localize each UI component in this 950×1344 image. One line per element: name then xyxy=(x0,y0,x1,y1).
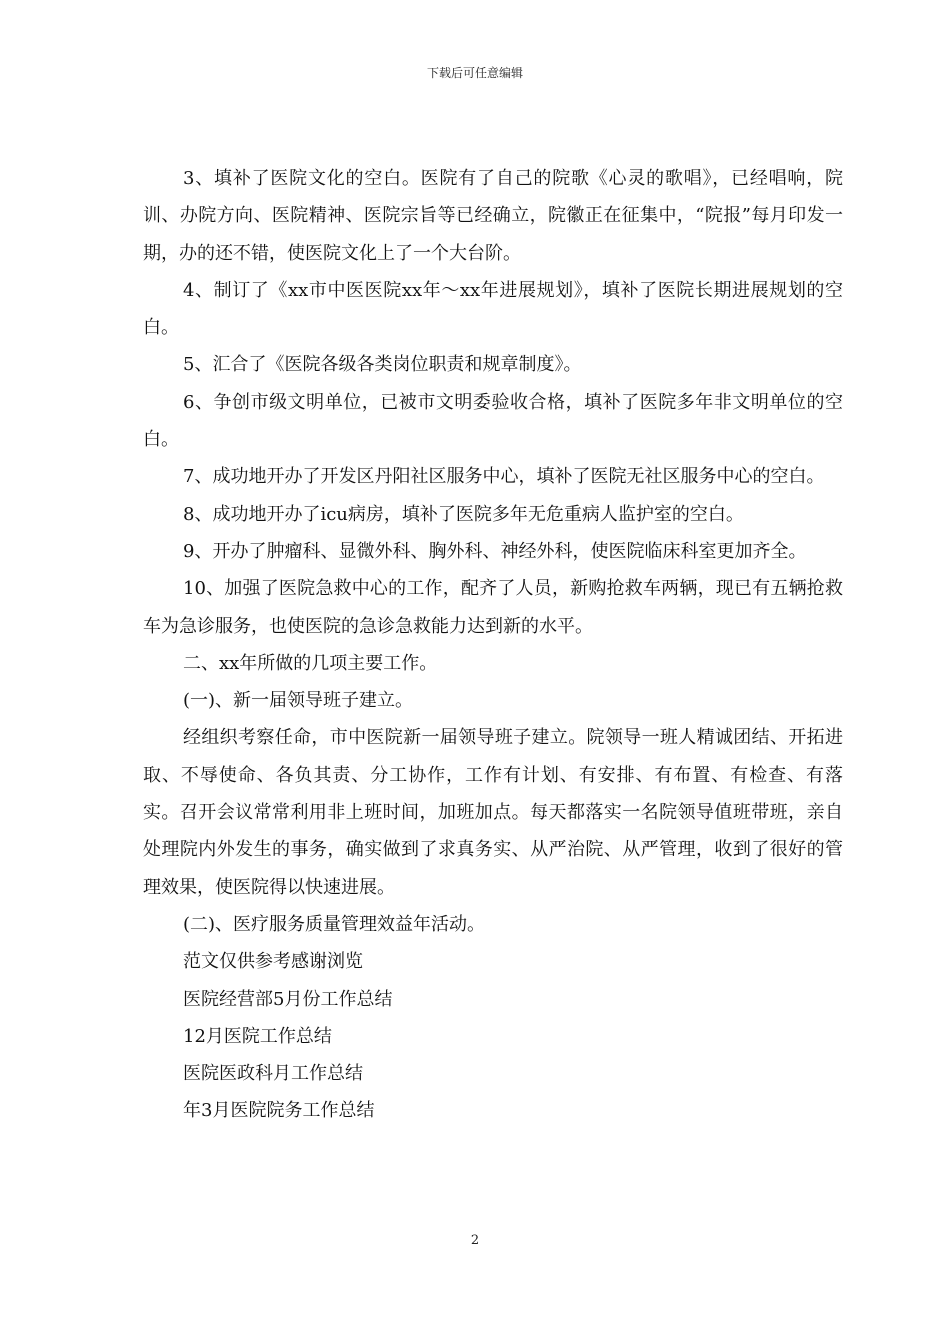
related-doc-link[interactable]: 医院经营部5月份工作总结 xyxy=(183,988,393,1010)
disclaimer-text: 范文仅供参考感谢浏览 xyxy=(183,951,363,973)
related-doc-link[interactable]: 年3月医院院务工作总结 xyxy=(183,1100,375,1122)
section-heading: 二、xx年所做的几项主要工作。 xyxy=(183,652,438,674)
paragraph: 4、制订了《xx市中医医院xx年～xx年进展规划》，填补了医院长期进展规划的空白。 xyxy=(143,279,843,339)
related-doc-link[interactable]: 12月医院工作总结 xyxy=(183,1025,332,1047)
paragraph: 6、争创市级文明单位，已被市文明委验收合格，填补了医院多年非文明单位的空白。 xyxy=(143,391,843,451)
related-links xyxy=(143,943,843,1129)
page-number: 2 xyxy=(470,1233,480,1248)
paragraph: 3、填补了医院文化的空白。医院有了自己的院歌《心灵的歌唱》，已经唱响，院训、办院方向、医院精神、医院宗旨等已经确立，院徽正在征集中，“院报”每月印发一期，办的还不错，使医院文化上了一个大台阶。 xyxy=(143,168,843,264)
paragraph: 10、加强了医院急救中心的工作，配齐了人员，新购抢救车两辆，现已有五辆抢救车为急诊服务，也使医院的急诊急救能力达到新的水平。 xyxy=(143,578,843,637)
page-header: 下载后可任意编辑 xyxy=(426,66,523,80)
paragraph: 8、成功地开办了icu病房，填补了医院多年无危重病人监护室的空白。 xyxy=(183,503,744,525)
subsection-heading: (一)、新一届领导班子建立。 xyxy=(183,690,414,712)
related-doc-link[interactable]: 医院医政科月工作总结 xyxy=(183,1063,363,1085)
paragraph: 5、汇合了《医院各级各类岗位职责和规章制度》。 xyxy=(183,354,582,376)
paragraph: 7、成功地开办了开发区丹阳社区服务中心，填补了医院无社区服务中心的空白。 xyxy=(183,466,825,488)
document-body xyxy=(143,160,843,1130)
paragraph: 经组织考察任命，市中医院新一届领导班子建立。院领导一班人精诚团结、开拓进取、不辱使命、各负其责、分工协作，工作有计划、有安排、有布置、有检查、有落实。召开会议常常利用非上班时间，加班加点。每天都落实一名院领导值班带班，亲自处理院内外发生的事务，确实做到了求真务实、从严治院、从严管理，收到了很好的管理效果，使医院得以快速进展。 xyxy=(143,727,843,898)
subsection-heading: (二)、医疗服务质量管理效益年活动。 xyxy=(183,913,486,935)
paragraph: 9、开办了肿瘤科、显微外科、胸外科、神经外科，使医院临床科室更加齐全。 xyxy=(183,540,807,562)
